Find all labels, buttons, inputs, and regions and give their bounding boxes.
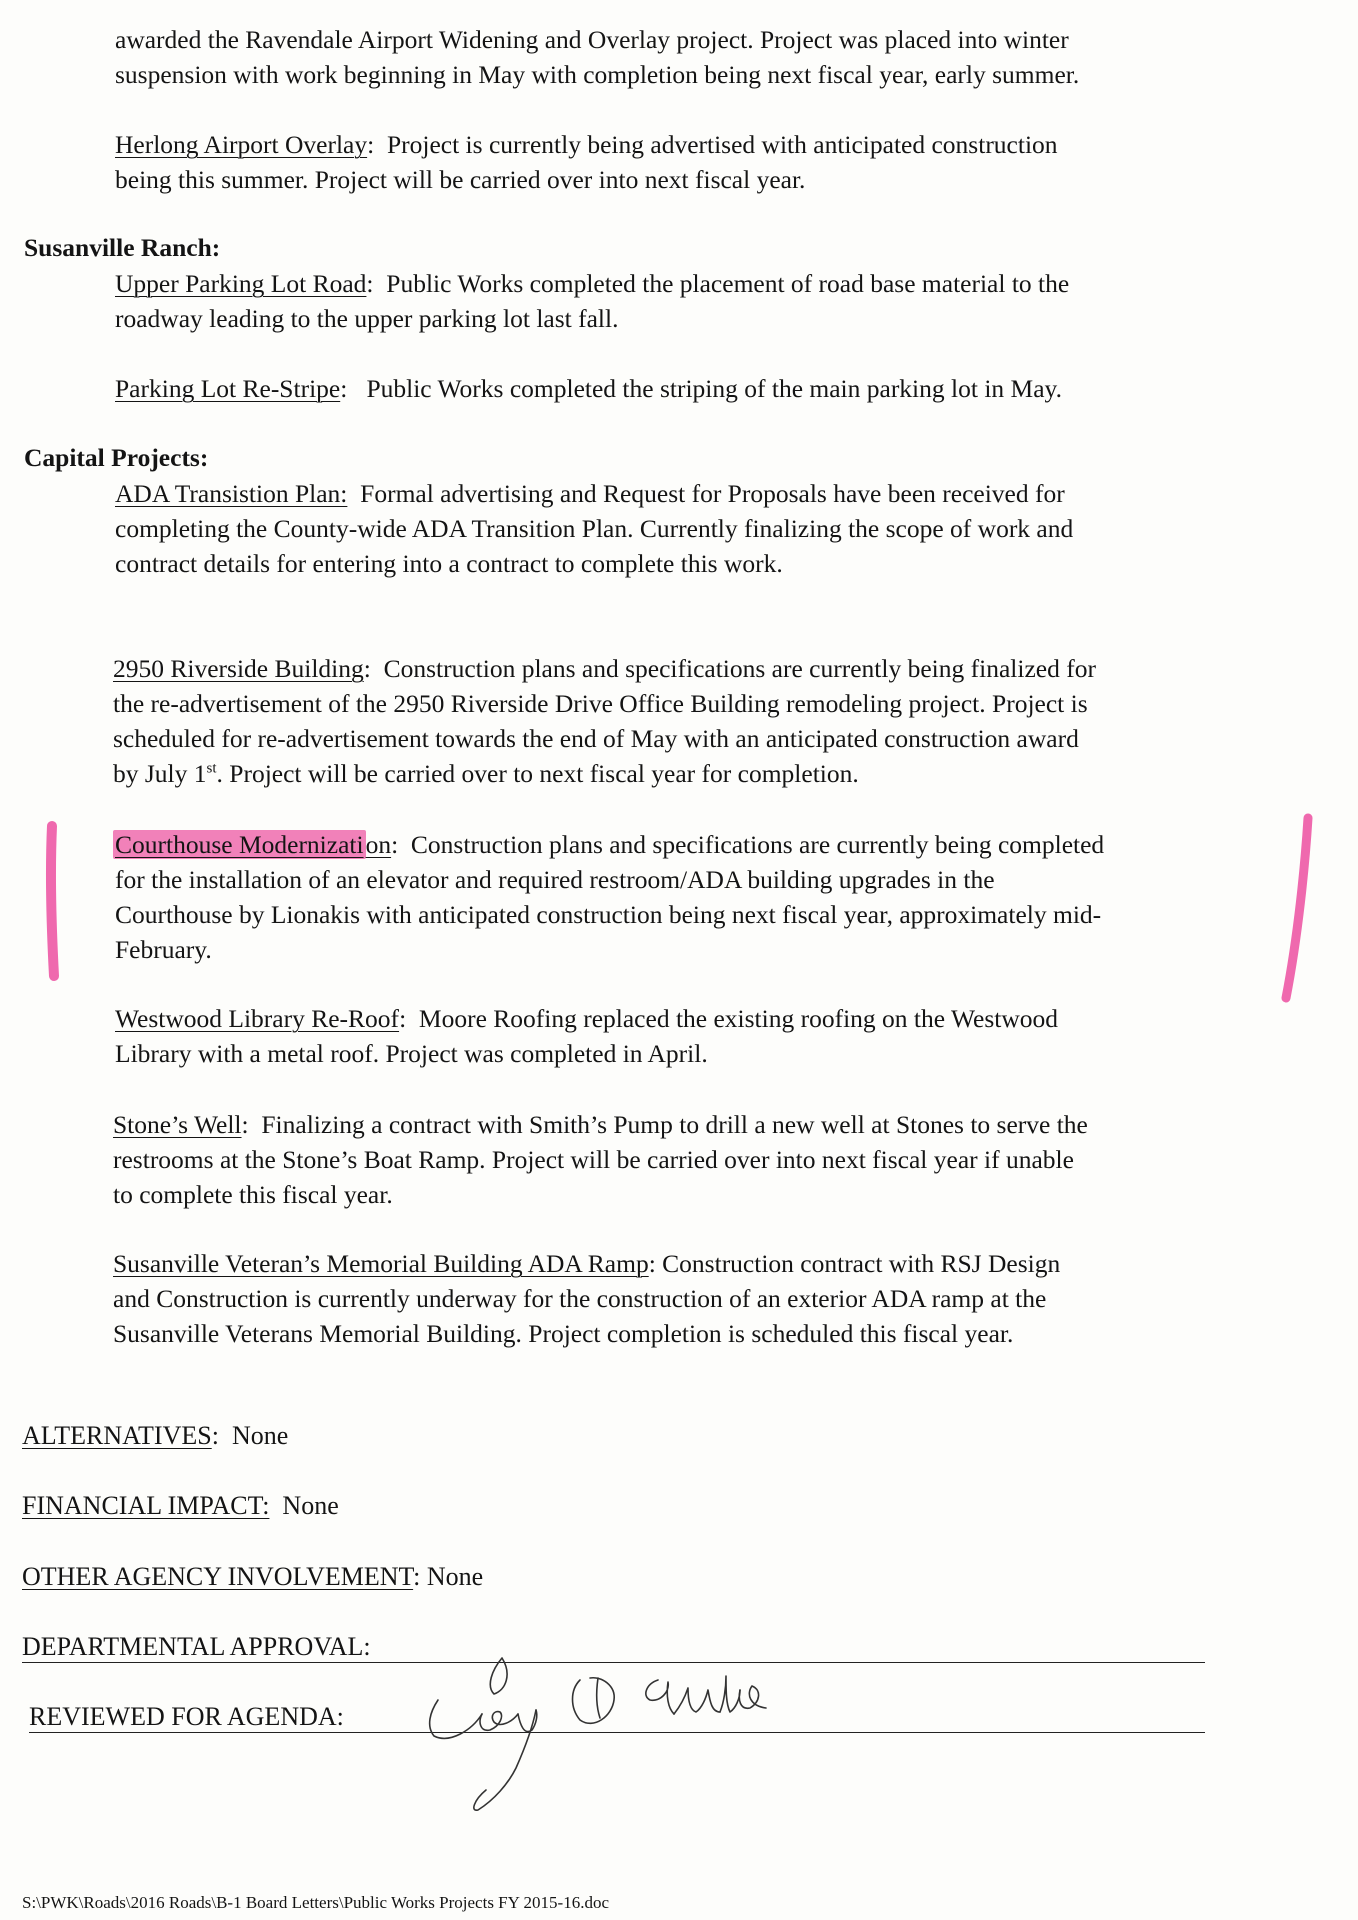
ada-plan-line-2: completing the County-wide ADA Transition Plan. Currently finalizing the scope of work and (115, 514, 1074, 543)
veterans-title: Susanville Veteran’s Memorial Building ADA Ramp (113, 1249, 649, 1278)
herlong-line-2: being this summer. Project will be carried over into next fiscal year. (115, 165, 806, 194)
restripe-line-1: Public Works completed the striping of the main parking lot in May. (347, 374, 1062, 403)
alternatives-label: ALTERNATIVES (22, 1421, 212, 1450)
ada-plan-line-1: Formal advertising and Request for Proposals have been received for (347, 479, 1065, 508)
upper-parking-title: Upper Parking Lot Road (115, 269, 367, 298)
upper-parking-paragraph: Upper Parking Lot Road: Public Works completed the placement of road base material to the roadway leading to the upper parking lot last fall. (115, 269, 1070, 333)
stones-well-paragraph: Stone’s Well: Finalizing a contract with Smith’s Pump to drill a new well at Stones to serve the restrooms at the Stone’s Boat Ramp. Project will be carried over into next fiscal year if unable to complete this fiscal year. (113, 1110, 1088, 1209)
riverside-paragraph: 2950 Riverside Building: Construction plans and specifications are currently being finalized for the re-advertisement of the 2950 Riverside Drive Office Building remodeling project. Project is scheduled for re-advertisement towards the end of May with an anticipated construction award by July 1st. Project will be carried over to next fiscal year for completion. (113, 654, 1096, 788)
departmental-approval-label: DEPARTMENTAL APPROVAL: (22, 1632, 371, 1661)
ravendale-line-2: suspension with work beginning in May with completion being next fiscal year, early summer. (115, 60, 1080, 89)
ada-plan-paragraph (115, 476, 1300, 581)
veterans-line-2: and Construction is currently underway for the construction of an exterior ADA ramp at the (113, 1284, 1047, 1313)
alternatives-row (22, 1418, 288, 1453)
stones-well-line-1: Finalizing a contract with Smith’s Pump to drill a new well at Stones to serve the (248, 1110, 1088, 1139)
courthouse-line-3: Courthouse by Lionakis with anticipated construction being next fiscal year, approximately mid- (115, 900, 1102, 929)
upper-parking-line-2: roadway leading to the upper parking lot last fall. (115, 304, 619, 333)
courthouse-title: Courthouse Modernization (115, 830, 392, 859)
westwood-title: Westwood Library Re-Roof (115, 1004, 400, 1033)
westwood-line-1: Moore Roofing replaced the existing roofing on the Westwood (406, 1004, 1058, 1033)
upper-parking-line-1: Public Works completed the placement of road base material to the (373, 269, 1070, 298)
financial-impact-value: None (269, 1491, 339, 1520)
herlong-title: Herlong Airport Overlay (115, 130, 368, 159)
left-margin-highlight-mark (38, 820, 68, 985)
veterans-line-1: Construction contract with RSJ Design (655, 1249, 1061, 1278)
ravendale-paragraph (115, 22, 1300, 92)
restripe-paragraph: Parking Lot Re-Stripe: Public Works completed the striping of the main parking lot in May. (115, 374, 1062, 403)
ada-plan-title: ADA Transistion Plan: (115, 479, 348, 508)
stones-well-line-3: to complete this fiscal year. (113, 1180, 393, 1209)
other-agency-row (22, 1559, 483, 1594)
riverside-line-4: by July 1st. Project will be carried over to next fiscal year for completion. (113, 759, 859, 788)
stones-well-title: Stone’s Well (113, 1110, 242, 1139)
courthouse-paragraph: Courthouse Modernization: Construction plans and specifications are currently being completed for the installation of an elevator and required restroom/ADA building upgrades in the Courthouse by Lionakis with anticipated construction being next fiscal year, approximately mid- February. (115, 830, 1105, 964)
document-file-path: S:\PWK\Roads\2016 Roads\B-1 Board Letters\Public Works Projects FY 2015-16.doc (22, 1893, 609, 1912)
riverside-line-3: scheduled for re-advertisement towards the end of May with an anticipated construction award (113, 724, 1079, 753)
ravendale-line-1: awarded the Ravendale Airport Widening and Overlay project. Project was placed into winter (115, 25, 1069, 54)
alternatives-value: : None (211, 1421, 289, 1450)
financial-impact-label: FINANCIAL IMPACT: (22, 1491, 270, 1520)
stones-well-line-2: restrooms at the Stone’s Boat Ramp. Project will be carried over into next fiscal year if unable (113, 1145, 1074, 1174)
courthouse-line-2: for the installation of an elevator and required restroom/ADA building upgrades in the (115, 865, 995, 894)
capital-projects-heading: Capital Projects: (24, 443, 209, 472)
westwood-paragraph: Westwood Library Re-Roof: Moore Roofing replaced the existing roofing on the Westwood Library with a metal roof. Project was completed in April. (115, 1004, 1058, 1068)
courthouse-line-4: February. (115, 935, 212, 964)
riverside-line-2: the re-advertisement of the 2950 Riverside Drive Office Building remodeling project. Project is (113, 689, 1088, 718)
riverside-title: 2950 Riverside Building (113, 654, 364, 683)
restripe-title: Parking Lot Re-Stripe (115, 374, 341, 403)
reviewed-for-agenda-label: REVIEWED FOR AGENDA: (29, 1702, 344, 1731)
other-agency-value: : None (413, 1562, 484, 1591)
herlong-line-1: Project is currently being advertised with anticipated construction (374, 130, 1058, 159)
ada-plan-line-3: contract details for entering into a contract to complete this work. (115, 549, 783, 578)
veterans-paragraph: Susanville Veteran’s Memorial Building ADA Ramp: Construction contract with RSJ Design and Construction is currently underway for the construction of an exterior ADA ramp at the Susanville Veterans Memorial Building. Project completion is scheduled this fiscal year. (113, 1249, 1061, 1348)
westwood-line-2: Library with a metal roof. Project was completed in April. (115, 1039, 708, 1068)
herlong-paragraph: Herlong Airport Overlay: Project is currently being advertised with anticipated construction being this summer. Project will be carried over into next fiscal year. (115, 130, 1058, 194)
veterans-line-3: Susanville Veterans Memorial Building. Project completion is scheduled this fiscal year. (113, 1319, 1014, 1348)
other-agency-label: OTHER AGENCY INVOLVEMENT (22, 1562, 414, 1591)
signature (420, 1650, 860, 1820)
riverside-line-1: Construction plans and specifications are currently being finalized for (370, 654, 1096, 683)
highlighter-mark: Courthouse Modernizati (115, 830, 364, 859)
financial-impact-row (22, 1488, 339, 1523)
susanville-ranch-heading: Susanville Ranch: (24, 233, 221, 262)
right-margin-highlight-mark (1272, 806, 1322, 1006)
courthouse-line-1: Construction plans and specifications are currently being completed (398, 830, 1105, 859)
